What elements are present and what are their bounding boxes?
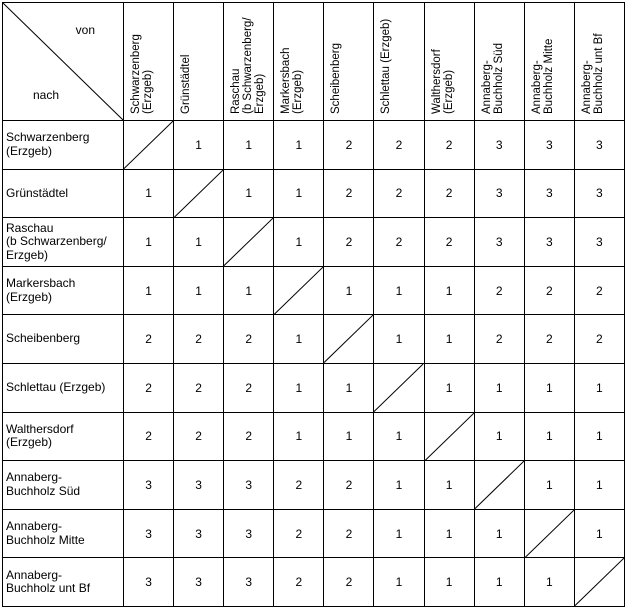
header-row — [3, 3, 625, 121]
zone-count-cell: 1 — [424, 315, 474, 364]
zone-count-cell: 1 — [524, 363, 574, 412]
zone-count-cell: 2 — [574, 315, 624, 364]
column-header-label: Raschau (b Schwarzenberg/ Erzgeb) — [230, 17, 267, 114]
column-header — [374, 3, 424, 121]
zone-count-cell: 1 — [424, 266, 474, 315]
zone-count-cell: 1 — [474, 509, 524, 558]
diagonal-slash — [425, 413, 474, 461]
diagonal-slash — [224, 218, 273, 266]
zone-count-cell: 2 — [324, 121, 374, 170]
zone-count-cell: 1 — [274, 218, 324, 267]
table-row — [3, 412, 625, 461]
column-header-label: Walthersdorf (Erzgeb) — [430, 49, 455, 114]
zone-count-cell: 1 — [174, 218, 224, 267]
zone-count-cell: 2 — [224, 315, 274, 364]
diagonal-empty-cell — [174, 169, 224, 218]
diagonal-slash — [525, 510, 574, 558]
corner-label-from: von — [75, 23, 95, 37]
row-header-label: Annaberg- Buchholz unt Bf — [3, 558, 124, 607]
zone-count-cell: 2 — [324, 218, 374, 267]
zone-count-cell: 1 — [224, 266, 274, 315]
column-header — [524, 3, 574, 121]
zone-count-cell: 1 — [374, 509, 424, 558]
zone-count-cell: 3 — [474, 218, 524, 267]
zone-count-cell: 1 — [274, 121, 324, 170]
zone-count-cell: 1 — [224, 169, 274, 218]
diagonal-slash — [475, 461, 524, 509]
zone-count-cell: 2 — [524, 266, 574, 315]
column-header-label: Grünstädtel — [180, 54, 193, 114]
zone-count-cell: 2 — [324, 461, 374, 510]
column-header-label: Schlettau (Erzgeb) — [380, 18, 393, 114]
zone-count-cell: 2 — [374, 121, 424, 170]
diagonal-empty-cell — [124, 121, 174, 170]
zone-count-cell: 2 — [174, 412, 224, 461]
row-header-label: Schlettau (Erzgeb) — [3, 363, 124, 412]
zone-count-cell: 1 — [474, 412, 524, 461]
diagonal-slash — [374, 364, 423, 412]
row-header-label: Grünstädtel — [3, 169, 124, 218]
zone-count-cell: 1 — [274, 363, 324, 412]
zone-count-cell: 2 — [224, 363, 274, 412]
zone-count-cell: 1 — [524, 558, 574, 607]
zone-count-cell: 3 — [124, 461, 174, 510]
corner-diagonal — [3, 3, 123, 120]
zone-count-cell: 3 — [574, 218, 624, 267]
zone-count-cell: 1 — [374, 266, 424, 315]
column-header — [124, 3, 174, 121]
row-header-label: Scheibenberg — [3, 315, 124, 364]
table-row — [3, 121, 625, 170]
zone-count-cell: 1 — [474, 363, 524, 412]
column-header — [274, 3, 324, 121]
table-row — [3, 266, 625, 315]
zone-count-cell: 3 — [174, 461, 224, 510]
diagonal-empty-cell — [524, 509, 574, 558]
zone-count-cell: 1 — [374, 558, 424, 607]
zone-count-cell: 1 — [574, 412, 624, 461]
zone-count-cell: 1 — [424, 461, 474, 510]
table-row — [3, 558, 625, 607]
zone-count-cell: 2 — [424, 121, 474, 170]
zone-count-cell: 1 — [174, 121, 224, 170]
column-header-label: Schwarzenberg (Erzgeb) — [130, 34, 154, 114]
zone-count-cell: 2 — [274, 461, 324, 510]
zone-count-cell: 2 — [374, 169, 424, 218]
zone-count-cell: 3 — [474, 169, 524, 218]
table-row — [3, 169, 625, 218]
diagonal-empty-cell — [274, 266, 324, 315]
row-header-label: Annaberg- Buchholz Mitte — [3, 509, 124, 558]
column-header-label: Annaberg- Buchholz Süd — [480, 43, 505, 114]
zone-count-cell: 1 — [424, 509, 474, 558]
table-row — [3, 509, 625, 558]
row-header-label: Raschau (b Schwarzenberg/ Erzgeb) — [3, 218, 124, 267]
zone-count-cell: 1 — [474, 558, 524, 607]
diagonal-empty-cell — [574, 558, 624, 607]
column-header — [424, 3, 474, 121]
row-header-label: Walthersdorf (Erzgeb) — [3, 412, 124, 461]
diagonal-empty-cell — [424, 412, 474, 461]
zone-count-cell: 3 — [174, 509, 224, 558]
diagonal-empty-cell — [474, 461, 524, 510]
zone-count-cell: 2 — [474, 315, 524, 364]
row-header-label: Markersbach (Erzgeb) — [3, 266, 124, 315]
zone-count-cell: 3 — [574, 169, 624, 218]
zone-count-cell: 1 — [324, 412, 374, 461]
table-row — [3, 315, 625, 364]
zone-count-cell: 1 — [124, 266, 174, 315]
zone-count-cell: 1 — [374, 315, 424, 364]
zone-count-cell: 1 — [124, 169, 174, 218]
zone-count-cell: 2 — [424, 218, 474, 267]
zone-count-cell: 3 — [574, 121, 624, 170]
diagonal-empty-cell — [224, 218, 274, 267]
zone-count-cell: 2 — [424, 169, 474, 218]
zone-count-cell: 3 — [524, 169, 574, 218]
zone-count-cell: 2 — [174, 363, 224, 412]
zone-count-cell: 2 — [324, 169, 374, 218]
zone-count-cell: 1 — [524, 412, 574, 461]
zone-count-cell: 2 — [324, 558, 374, 607]
zone-count-cell: 3 — [224, 509, 274, 558]
zone-count-cell: 2 — [374, 218, 424, 267]
zone-count-cell: 1 — [324, 266, 374, 315]
zone-count-cell: 1 — [374, 461, 424, 510]
zone-count-cell: 2 — [124, 363, 174, 412]
column-header-label: Annaberg- Buchholz Mitte — [530, 38, 555, 114]
diagonal-slash — [124, 121, 173, 169]
zone-count-cell: 2 — [124, 412, 174, 461]
zone-count-cell: 1 — [224, 121, 274, 170]
column-header-label: Markersbach (Erzgeb) — [280, 47, 305, 114]
diagonal-slash — [575, 558, 624, 606]
column-header — [474, 3, 524, 121]
corner-label-to: nach — [33, 88, 60, 102]
row-header-label: Annaberg- Buchholz Süd — [3, 461, 124, 510]
zone-count-cell: 2 — [274, 509, 324, 558]
zone-count-cell: 1 — [274, 315, 324, 364]
zone-count-cell: 2 — [574, 266, 624, 315]
zone-count-cell: 1 — [124, 218, 174, 267]
zone-count-cell: 3 — [174, 558, 224, 607]
zone-count-cell: 3 — [524, 121, 574, 170]
zone-count-cell: 1 — [374, 412, 424, 461]
zone-count-cell: 2 — [224, 412, 274, 461]
row-header-label: Schwarzenberg (Erzgeb) — [3, 121, 124, 170]
table-row — [3, 461, 625, 510]
table-row — [3, 363, 625, 412]
zone-count-cell: 1 — [424, 363, 474, 412]
zone-count-cell: 1 — [324, 363, 374, 412]
zone-count-cell: 1 — [274, 412, 324, 461]
zone-count-cell: 1 — [524, 461, 574, 510]
matrix-body — [3, 121, 625, 607]
zone-count-cell: 1 — [174, 266, 224, 315]
zone-count-cell: 2 — [274, 558, 324, 607]
column-header — [174, 3, 224, 121]
diagonal-slash — [174, 170, 223, 218]
zone-count-cell: 3 — [124, 509, 174, 558]
zone-count-cell: 1 — [574, 363, 624, 412]
zone-count-cell: 3 — [224, 461, 274, 510]
column-header — [324, 3, 374, 121]
zone-count-cell: 2 — [524, 315, 574, 364]
zone-count-cell: 1 — [424, 558, 474, 607]
zone-count-cell: 3 — [124, 558, 174, 607]
zone-count-cell: 1 — [274, 169, 324, 218]
zone-count-cell: 2 — [474, 266, 524, 315]
diagonal-slash — [324, 315, 373, 363]
table-row — [3, 218, 625, 267]
column-header-label: Annaberg- Buchholz unt Bf — [580, 33, 605, 114]
diagonal-slash — [274, 267, 323, 315]
corner-cell — [3, 3, 124, 121]
column-header — [574, 3, 624, 121]
zone-count-cell: 2 — [174, 315, 224, 364]
zone-count-cell: 3 — [524, 218, 574, 267]
diagonal-empty-cell — [324, 315, 374, 364]
zone-count-cell: 3 — [224, 558, 274, 607]
column-header — [224, 3, 274, 121]
zone-count-cell: 2 — [324, 509, 374, 558]
zone-count-cell: 1 — [574, 509, 624, 558]
zone-count-cell: 2 — [124, 315, 174, 364]
fare-zone-matrix — [2, 2, 625, 607]
column-header-label: Scheibenberg — [330, 43, 343, 114]
zone-count-cell: 1 — [574, 461, 624, 510]
zone-count-cell: 3 — [474, 121, 524, 170]
diagonal-empty-cell — [374, 363, 424, 412]
